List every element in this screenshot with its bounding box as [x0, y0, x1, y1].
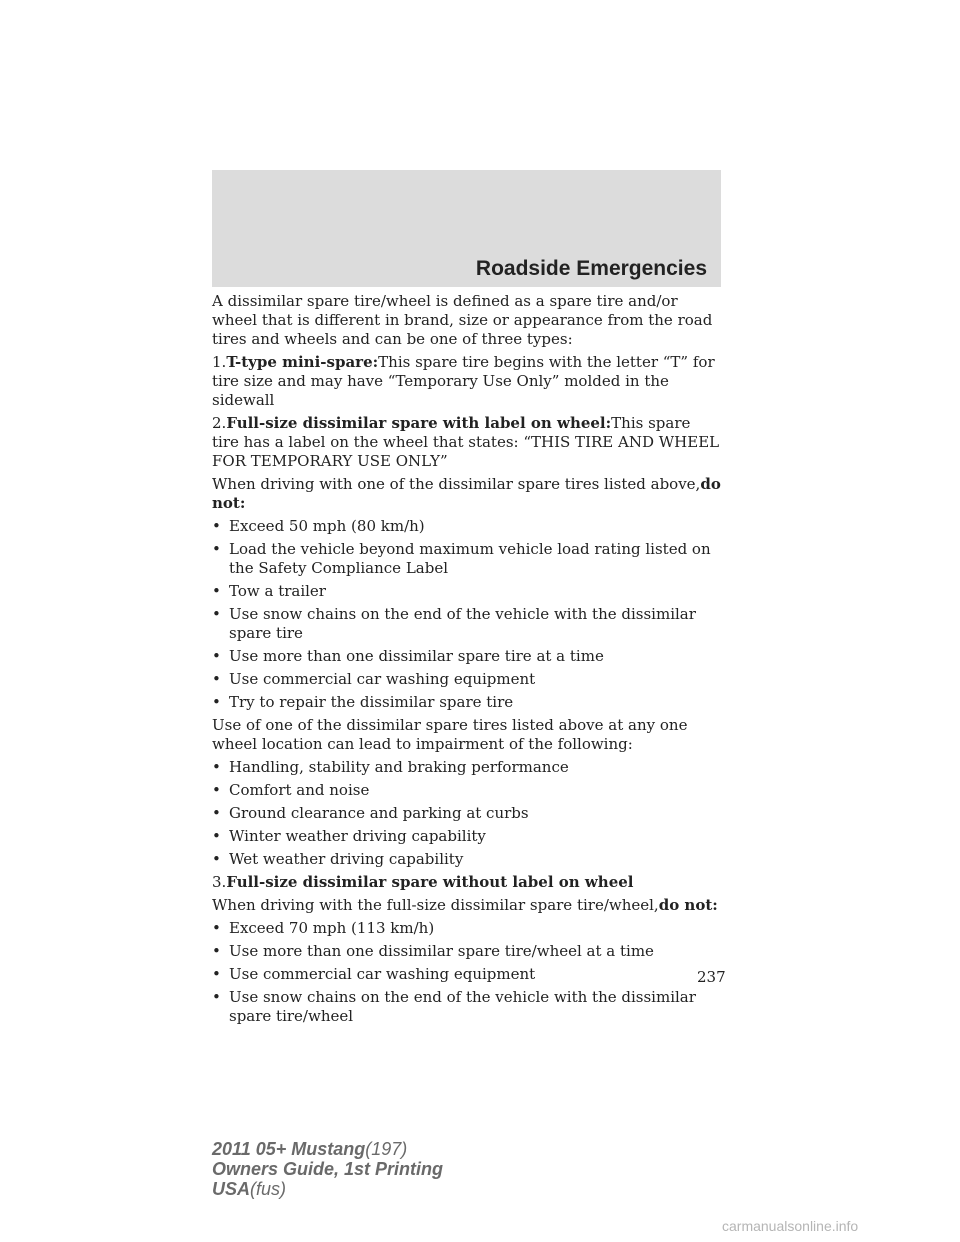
- list-item-text: Ground clearance and parking at curbs: [229, 804, 529, 822]
- warning-1-text: When driving with one of the dissimilar spare tires listed above,: [212, 475, 701, 493]
- bullet-icon: •: [212, 670, 221, 688]
- bullet-icon: •: [212, 647, 221, 665]
- bullet-icon: •: [212, 988, 221, 1006]
- list-item-text: Use commercial car washing equipment: [229, 965, 536, 983]
- list-item-text: Tow a trailer: [229, 582, 326, 600]
- list-item: [212, 919, 722, 938]
- list-item-text: Handling, stability and braking performance: [229, 758, 569, 776]
- warning-2-emphasis: do not:: [658, 896, 718, 914]
- list-item: [212, 670, 722, 689]
- list-item: [212, 988, 722, 1026]
- footer-model: 2011 05+ Mustang: [212, 1139, 366, 1159]
- list-item-text: Use snow chains on the end of the vehicle with the dissimilar spare tire: [229, 605, 696, 642]
- page-content: [212, 292, 722, 1030]
- list-item: [212, 693, 722, 712]
- footer-market: USA: [212, 1179, 251, 1199]
- section-header-band: [212, 170, 721, 287]
- list-item: [212, 781, 722, 800]
- list-item-text: Use more than one dissimilar spare tire/wheel at a time: [229, 942, 654, 960]
- item-1-number: 1.: [212, 353, 227, 371]
- footer-code: (197): [365, 1139, 408, 1159]
- list-item: [212, 827, 722, 846]
- item-2: [212, 414, 722, 471]
- footer-line-3: [212, 1179, 443, 1199]
- list-item-text: Wet weather driving capability: [229, 850, 464, 868]
- intro-paragraph: A dissimilar spare tire/wheel is defined as a spare tire and/or wheel that is different in brand, size or appearance from the road tires and wheels and can be one of three types:: [212, 292, 713, 348]
- bullet-icon: •: [212, 827, 221, 845]
- bullet-icon: •: [212, 804, 221, 822]
- list-item: [212, 517, 722, 536]
- bullet-icon: •: [212, 582, 221, 600]
- item-1: [212, 353, 722, 410]
- restriction-list-2: [212, 919, 722, 1026]
- list-item: [212, 647, 722, 666]
- bullet-icon: •: [212, 942, 221, 960]
- bullet-icon: •: [212, 850, 221, 868]
- footer-market-code: (fus): [250, 1179, 287, 1199]
- list-item-text: Winter weather driving capability: [229, 827, 486, 845]
- item-3-title: Full-size dissimilar spare without label on wheel: [226, 873, 634, 891]
- restriction-list-1: [212, 517, 722, 712]
- warning-1: [212, 475, 722, 513]
- warning-2-text: When driving with the full-size dissimilar spare tire/wheel,: [212, 896, 659, 914]
- watermark: carmanualsonline.info: [722, 1218, 859, 1234]
- footer-line-2: Owners Guide, 1st Printing: [212, 1159, 444, 1179]
- list-item-text: Exceed 50 mph (80 km/h): [229, 517, 425, 535]
- print-footer: [212, 1139, 443, 1199]
- list-item: [212, 965, 722, 984]
- list-item-text: Use more than one dissimilar spare tire at a time: [229, 647, 604, 665]
- bullet-icon: •: [212, 919, 221, 937]
- item-3-number: 3.: [212, 873, 227, 891]
- warning-1-emphasis: do not:: [212, 475, 721, 512]
- bullet-icon: •: [212, 965, 221, 983]
- item-2-number: 2.: [212, 414, 227, 432]
- item-2-text: This spare tire has a label on the wheel that states: “THIS TIRE AND WHEEL FOR TEMPORARY USE ONLY”: [212, 414, 720, 470]
- list-item: [212, 582, 722, 601]
- list-item-text: Use snow chains on the end of the vehicle with the dissimilar spare tire/wheel: [229, 988, 696, 1025]
- item-2-title: Full-size dissimilar spare with label on wheel:: [226, 414, 612, 432]
- page-number: 237: [697, 968, 726, 986]
- list-item-text: Comfort and noise: [229, 781, 370, 799]
- item-1-text: This spare tire begins with the letter “T” for tire size and may have “Temporary Use Only” molded in the sidewall: [212, 353, 715, 409]
- warning-2: [212, 896, 722, 915]
- list-item: [212, 942, 722, 961]
- impairment-paragraph: Use of one of the dissimilar spare tires listed above at any one wheel location can lead to impairment of the following:: [212, 716, 688, 753]
- bullet-icon: •: [212, 540, 221, 558]
- footer-line-1: [212, 1139, 443, 1159]
- list-item: [212, 804, 722, 823]
- section-title: Roadside Emergencies: [475, 257, 707, 280]
- list-item: [212, 758, 722, 777]
- list-item: [212, 605, 722, 643]
- bullet-icon: •: [212, 781, 221, 799]
- list-item-text: Load the vehicle beyond maximum vehicle load rating listed on the Safety Compliance Label: [229, 540, 711, 577]
- list-item-text: Use commercial car washing equipment: [229, 670, 536, 688]
- list-item-text: Exceed 70 mph (113 km/h): [229, 919, 435, 937]
- list-item: [212, 850, 722, 869]
- bullet-icon: •: [212, 517, 221, 535]
- bullet-icon: •: [212, 605, 221, 623]
- item-3: [212, 873, 722, 892]
- list-item: [212, 540, 722, 578]
- bullet-icon: •: [212, 693, 221, 711]
- bullet-icon: •: [212, 758, 221, 776]
- item-1-title: T-type mini-spare:: [226, 353, 379, 371]
- impairment-list: [212, 758, 722, 869]
- list-item-text: Try to repair the dissimilar spare tire: [229, 693, 514, 711]
